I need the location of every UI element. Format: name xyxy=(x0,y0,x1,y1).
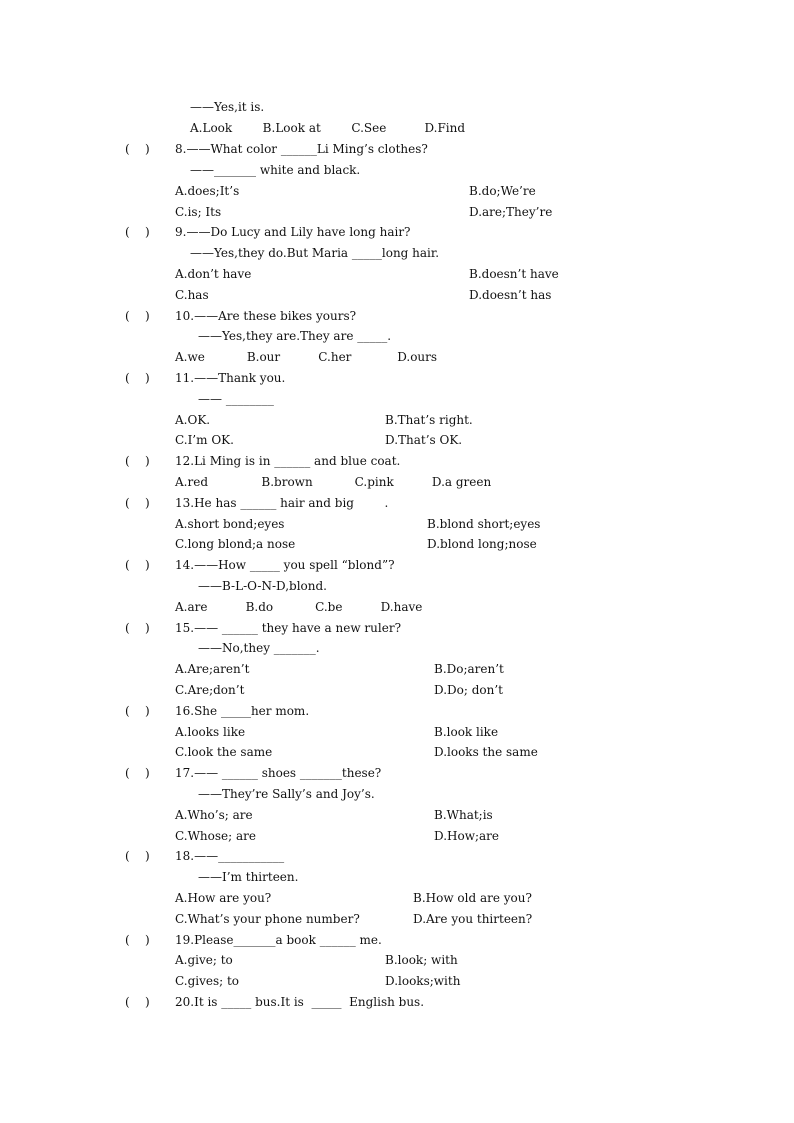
option-c: C.I’m OK. xyxy=(175,433,234,447)
option-d: D.blond long;nose xyxy=(427,537,537,551)
option-b: B.Do;aren’t xyxy=(434,662,504,676)
option-a: A.looks like xyxy=(175,725,246,739)
option-row: A.we B.our C.her D.ours xyxy=(175,350,438,364)
answer-line: ——_______ white and black. xyxy=(190,163,361,177)
question-19: 19.Please_______a book ______ me. xyxy=(175,933,382,947)
option-b: B.doesn’t have xyxy=(469,267,559,281)
option-d: D.looks;with xyxy=(385,974,461,988)
option-b: B.blond short;eyes xyxy=(427,517,541,531)
answer-bracket[interactable]: ( ) xyxy=(125,621,150,635)
question-14: 14.——How _____ you spell “blond”? xyxy=(175,558,395,572)
answer-bracket[interactable]: ( ) xyxy=(125,995,150,1009)
option-row: A.are B.do C.be D.have xyxy=(175,600,423,614)
option-a: A.Are;aren’t xyxy=(175,662,250,676)
option-b: B.That’s right. xyxy=(385,413,473,427)
answer-line: ——Yes,they do.But Maria _____long hair. xyxy=(190,246,440,260)
answer-bracket[interactable]: ( ) xyxy=(125,849,150,863)
question-15: 15.—— ______ they have a new ruler? xyxy=(175,621,401,635)
answer-line: ——They’re Sally’s and Joy’s. xyxy=(198,787,375,801)
answer-bracket[interactable]: ( ) xyxy=(125,142,150,156)
option-d: D.Are you thirteen? xyxy=(413,912,533,926)
answer-bracket[interactable]: ( ) xyxy=(125,766,150,780)
answer-line: —— ________ xyxy=(198,392,274,406)
answer-bracket[interactable]: ( ) xyxy=(125,496,150,510)
option-d: D.Do; don’t xyxy=(434,683,503,697)
answer-bracket[interactable]: ( ) xyxy=(125,558,150,572)
option-d: D.are;They’re xyxy=(469,205,553,219)
option-c: C.Are;don’t xyxy=(175,683,245,697)
question-9: 9.——Do Lucy and Lily have long hair? xyxy=(175,225,411,239)
answer-bracket[interactable]: ( ) xyxy=(125,704,150,718)
answer-bracket[interactable]: ( ) xyxy=(125,371,150,385)
option-b: B.What;is xyxy=(434,808,493,822)
question-12: 12.Li Ming is in ______ and blue coat. xyxy=(175,454,401,468)
option-b: B.look like xyxy=(434,725,499,739)
option-c: C.What’s your phone number? xyxy=(175,912,360,926)
option-b: B.How old are you? xyxy=(413,891,532,905)
answer-line: ——Yes,it is. xyxy=(190,100,265,114)
option-d: D.doesn’t has xyxy=(469,288,552,302)
option-a: A.Who’s; are xyxy=(175,808,253,822)
question-17: 17.—— ______ shoes _______these? xyxy=(175,766,382,780)
question-8: 8.——What color ______Li Ming’s clothes? xyxy=(175,142,428,156)
answer-bracket[interactable]: ( ) xyxy=(125,225,150,239)
question-11: 11.——Thank you. xyxy=(175,371,286,385)
question-10: 10.——Are these bikes yours? xyxy=(175,309,357,323)
option-row: A.red B.brown C.pink D.a green xyxy=(175,475,492,489)
option-row: A.Look B.Look at C.See D.Find xyxy=(190,121,466,135)
option-c: C.look the same xyxy=(175,745,273,759)
option-c: C.Whose; are xyxy=(175,829,256,843)
option-c: C.long blond;a nose xyxy=(175,537,296,551)
option-b: B.look; with xyxy=(385,953,458,967)
answer-line: ——B-L-O-N-D,blond. xyxy=(198,579,327,593)
option-a: A.OK. xyxy=(175,413,211,427)
option-a: A.short bond;eyes xyxy=(175,517,285,531)
option-b: B.do;We’re xyxy=(469,184,536,198)
answer-line: ——I’m thirteen. xyxy=(198,870,299,884)
option-a: A.does;It’s xyxy=(175,184,240,198)
option-a: A.don’t have xyxy=(175,267,252,281)
option-c: C.gives; to xyxy=(175,974,240,988)
question-16: 16.She _____her mom. xyxy=(175,704,310,718)
option-c: C.is; Its xyxy=(175,205,222,219)
option-d: D.looks the same xyxy=(434,745,538,759)
question-18: 18.——___________ xyxy=(175,849,285,863)
question-13: 13.He has ______ hair and big . xyxy=(175,496,389,510)
answer-bracket[interactable]: ( ) xyxy=(125,933,150,947)
question-20: 20.It is _____ bus.It is _____ English bus. xyxy=(175,995,425,1009)
option-d: D.That’s OK. xyxy=(385,433,463,447)
answer-bracket[interactable]: ( ) xyxy=(125,454,150,468)
option-a: A.How are you? xyxy=(175,891,272,905)
answer-line: ——No,they _______. xyxy=(198,641,320,655)
option-a: A.give; to xyxy=(175,953,233,967)
option-d: D.How;are xyxy=(434,829,500,843)
answer-bracket[interactable]: ( ) xyxy=(125,309,150,323)
option-c: C.has xyxy=(175,288,209,302)
answer-line: ——Yes,they are.They are _____. xyxy=(198,329,392,343)
